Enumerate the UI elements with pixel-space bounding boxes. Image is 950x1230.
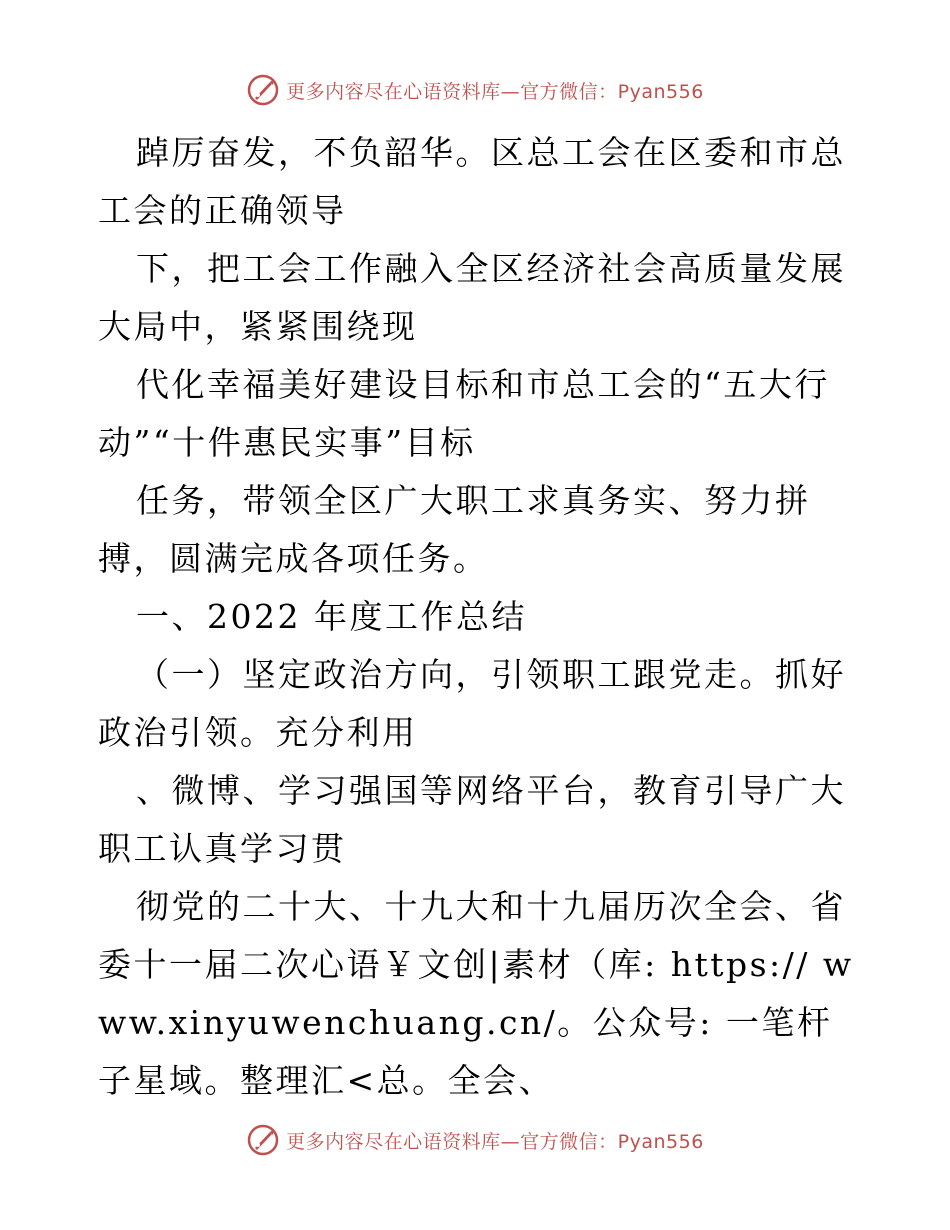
watermark-text: 更多内容尽在心语资料库—官方微信：Pyan556 <box>286 1130 704 1153</box>
section-heading: 一、2022 年度工作总结 <box>136 597 527 636</box>
paragraph-2: 下，把工会工作融入全区经济社会高质量发展大局中，紧紧围绕现 <box>98 249 846 346</box>
paragraph-7: 彻党的二十大、十九大和十九届历次全会、省委十一届二次心语￥文创|素材（库: https:// www.xinyuwenchuang.cn/。公众号: 一笔杆子星域。整理汇<总。全会、 <box>98 887 854 1100</box>
document-body <box>98 124 858 1110</box>
paragraph-5: （一）坚定政治方向，引领职工跟党走。抓好政治引领。充分利用 <box>98 655 846 752</box>
header-watermark <box>0 70 950 110</box>
quill-pen-seal-icon <box>246 73 280 107</box>
paragraph-6: 、微博、学习强国等网络平台，教育引导广大职工认真学习贯 <box>98 771 846 868</box>
footer-watermark <box>0 1120 950 1160</box>
paragraph-3: 代化幸福美好建设目标和市总工会的“五大行动”“十件惠民实事”目标 <box>98 365 830 462</box>
quill-pen-seal-icon <box>246 1123 280 1157</box>
paragraph-1: 踔厉奋发，不负韶华。区总工会在区委和市总工会的正确领导 <box>98 133 846 230</box>
watermark-text: 更多内容尽在心语资料库—官方微信：Pyan556 <box>286 80 704 103</box>
paragraph-4: 任务，带领全区广大职工求真务实、努力拼搏，圆满完成各项任务。 <box>98 481 811 578</box>
